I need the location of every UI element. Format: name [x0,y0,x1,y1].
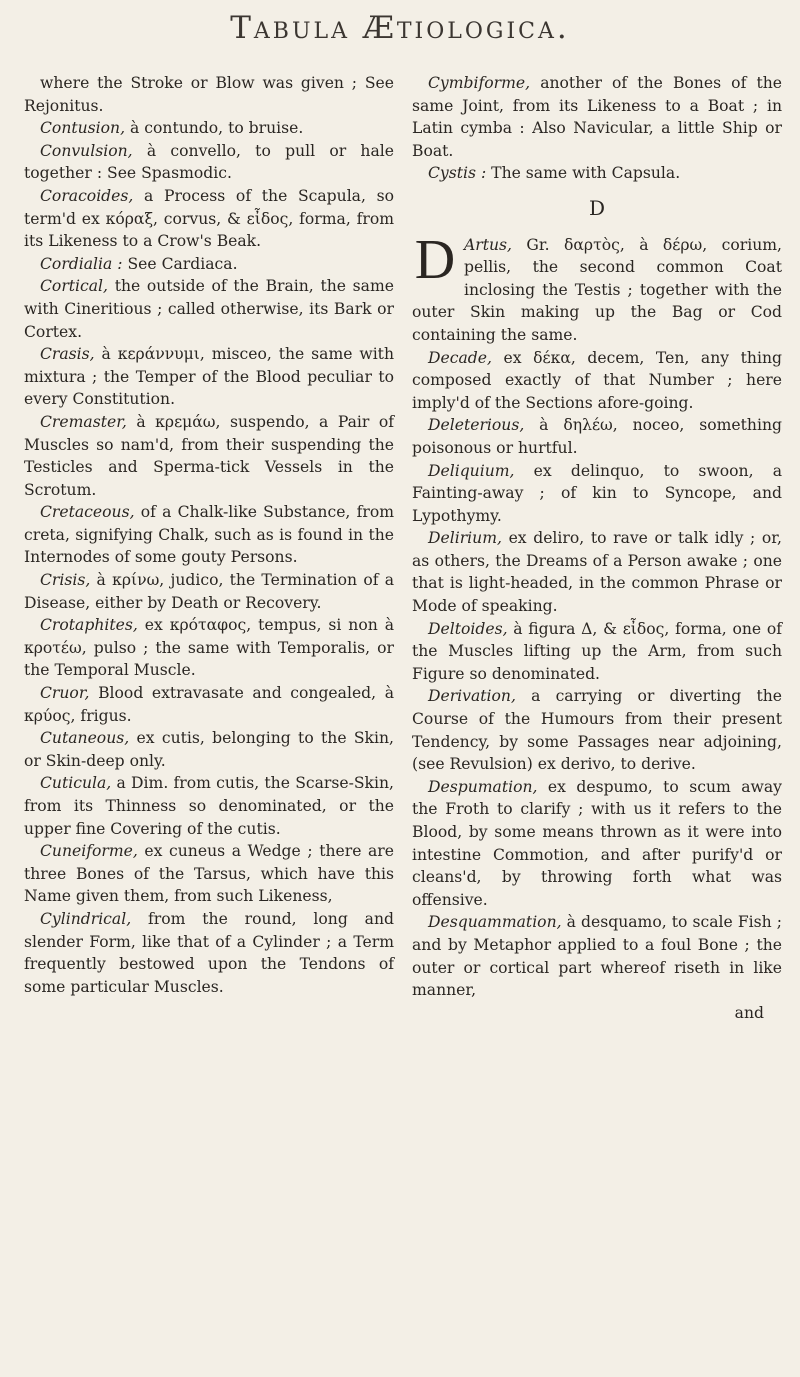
entry-headword: Desquammation, [428,913,562,932]
entry-headword: Convulsion, [40,141,133,160]
entry-text: a Process of the Scapula, so term'd ex κόραξ, corvus, & εἶδος, forma, from its Likeness to a Crow's Beak. [24,186,394,251]
entry-text: Blood extravasate and congealed, à κρύος, frigus. [24,684,394,725]
entry-headword: Artus, [464,235,512,254]
dictionary-entry [412,228,782,347]
dictionary-entry [24,682,394,727]
dictionary-entry [24,117,394,140]
catchword: and [734,1003,764,1022]
entry-headword: Crasis, [40,345,95,364]
dictionary-entry [412,527,782,617]
dictionary-entry [24,343,394,411]
dictionary-entry [412,685,782,775]
dictionary-entry [24,727,394,772]
entry-text: the outside of the Brain, the same with Cineritious ; called otherwise, its Bark or Cortex. [24,277,394,341]
entry-text: à figura Δ, & εἶδος, forma, one of the Muscles lifting up the Arm, from such Figure so denominated. [412,619,782,683]
dictionary-entry [24,840,394,908]
section-letter: D [588,195,606,220]
entry-headword: Cystis : [428,164,487,183]
entry-text: à convello, to pull or hale together : See Spasmodic. [24,141,394,183]
dictionary-entry [24,253,394,276]
right-column [412,72,782,1024]
entry-headword: Derivation, [428,687,516,706]
entry-headword: Cuneiforme, [40,842,138,861]
entry-text: ex cuneus a Wedge ; there are three Bones of the Tarsus, which have this Name given them, from such Likeness, [24,842,394,906]
dictionary-entry [24,569,394,614]
dictionary-entry [412,72,782,162]
entry-headword: Despumation, [428,777,538,796]
entry-text: from the round, long and slender Form, like that of a Cylinder ; a Term frequently bestowed upon the Tendons of some particular Muscles. [24,909,394,996]
entry-headword: Crisis, [40,571,91,590]
entry-text: à κεράννυμι, misceo, the same with mixtura ; the Temper of the Blood peculiar to every Constitution. [24,345,394,409]
dictionary-entry [24,275,394,343]
entry-text: à κρεμάω, suspendo, a Pair of Muscles so nam'd, from their suspending the Testicles and Sperma-tick Vessels in the Scrotum. [24,412,394,499]
dictionary-entry [412,460,782,528]
entry-text: ex cutis, belonging to the Skin, or Skin-deep only. [24,729,394,770]
dictionary-entry [412,618,782,686]
entry-headword: Contusion, [40,119,126,138]
entry-headword: Cruor, [40,684,90,703]
entry-text: Gr. δαρτὸς, à δέρω, corium, pellis, the second common Coat inclosing the Testis ; together with the outer Skin making up the Bag or Cod containing the same. [412,235,782,344]
entry-text: à desquamo, to scale Fish ; and by Metaphor applied to a foul Bone ; the outer or cortical part whereof riseth in like manner, [412,913,782,1000]
entry-text: where the Stroke or Blow was given ; See Rejonitus. [24,74,394,115]
entry-text: a carrying or diverting the Course of the Humours from their present Tendency, by some Passages near adjoining, (see Revulsion) ex derivo, to derive. [412,687,782,774]
dictionary-entry [412,162,782,185]
entry-text: of a Chalk-like Substance, from creta, signifying Chalk, such as is found in the Internodes of some gouty Persons. [24,503,394,567]
dictionary-entry [24,72,394,117]
dictionary-entry [24,185,394,253]
dictionary-entry [412,911,782,1001]
dictionary-entry [24,501,394,569]
entry-headword: Coracoides, [40,186,134,205]
entry-headword: Deltoides, [428,619,508,638]
entry-headword: Cylindrical, [40,909,132,928]
entry-text: ex despumo, to scum away the Froth to clarify ; with us it refers to the Blood, by some means thrown as it were into intestine Commotion, and after purify'd or cleans'd, by throwing forth what was offensive. [412,777,782,909]
dictionary-entry [412,776,782,912]
dictionary-entry [24,411,394,501]
left-column [24,72,394,998]
dictionary-entry [24,908,394,998]
entry-text: à δηλέω, noceo, something poisonous or hurtful. [412,416,782,457]
drop-cap: D [414,228,456,291]
entry-headword: Cremaster, [40,412,127,431]
entry-headword: Decade, [428,348,492,367]
running-head: Tabula Ætiologica. [230,10,570,46]
entry-headword: Deleterious, [428,416,525,435]
entry-headword: Cutaneous, [40,729,130,748]
entry-text: another of the Bones of the same Joint, from its Likeness to a Boat ; in Latin cymba : Also Navicular, a little Ship or Boat. [412,74,782,160]
entry-headword: Delirium, [428,529,502,548]
entry-text: a Dim. from cutis, the Scarse-Skin, from its Thinness so denominated, or the upper fine Covering of the cutis. [24,774,394,838]
entry-text: à κρίνω, judico, the Termination of a Disease, either by Death or Recovery. [24,571,394,612]
dictionary-entry [412,347,782,415]
entry-headword: Cretaceous, [40,503,135,522]
entry-text: The same with Capsula. [486,164,681,183]
entry-text: ex delinquo, to swoon, a Fainting-away ; of kin to Syncope, and Lypothymy. [412,461,782,525]
entry-headword: Crotaphites, [40,616,138,635]
entry-text: ex deliro, to rave or talk idly ; or, as others, the Dreams of a Person awake ; one that is light-headed, in the common Phrase or Mode of speaking. [412,529,782,616]
dictionary-entry [24,140,394,185]
entry-text: ex κρόταφος, tempus, si non à κροτέω, pulso ; the same with Temporalis, or the Temporal Muscle. [24,616,394,680]
entry-headword: Cymbiforme, [428,74,531,92]
dictionary-entry [24,772,394,840]
entry-headword: Cordialia : [40,254,123,273]
entry-text: ex δέκα, decem, Ten, any thing composed exactly of that Number ; here imply'd of the Sections afore-going. [412,348,782,412]
entry-text: See Cardiaca. [122,254,238,273]
entry-headword: Cortical, [40,277,109,296]
entry-headword: Cuticula, [40,774,112,793]
entry-text: à contundo, to bruise. [125,119,304,138]
entry-headword: Deliquium, [428,461,515,480]
dictionary-entry [24,614,394,682]
dictionary-entry [412,414,782,459]
